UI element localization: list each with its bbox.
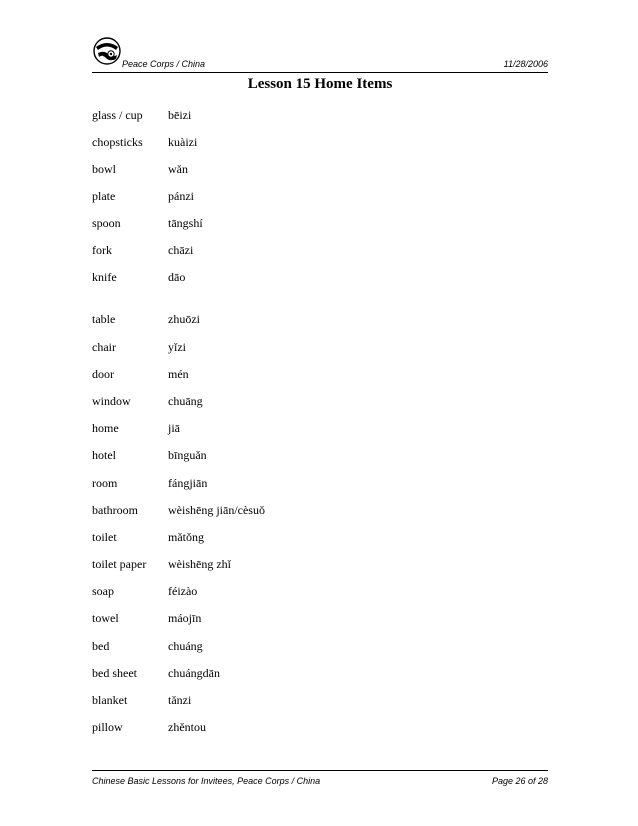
- vocab-pinyin: chuángdān: [168, 666, 220, 680]
- vocab-row: [92, 421, 548, 439]
- vocab-row: [92, 162, 548, 180]
- vocab-english: towel: [92, 611, 119, 625]
- vocab-english: bathroom: [92, 503, 138, 517]
- vocab-row: [92, 367, 548, 385]
- vocab-english: plate: [92, 189, 116, 203]
- vocab-pinyin: chuāng: [168, 394, 203, 408]
- vocab-english: door: [92, 367, 114, 381]
- footer-page-number: Page 26 of 28: [491, 776, 548, 786]
- vocab-row: [92, 108, 548, 126]
- vocab-row: [92, 476, 548, 494]
- vocab-pinyin: yǐzi: [168, 340, 186, 354]
- vocab-pinyin: chāzi: [168, 243, 194, 257]
- vocab-pinyin: jiā: [168, 421, 180, 435]
- vocab-row: [92, 340, 548, 358]
- vocab-english: bed sheet: [92, 666, 137, 680]
- vocab-pinyin: zhuōzi: [168, 312, 200, 326]
- vocab-row: [92, 557, 548, 575]
- vocab-pinyin: chuáng: [168, 639, 203, 653]
- vocab-english: toilet: [92, 530, 117, 544]
- footer-document-title: Chinese Basic Lessons for Invitees, Peace Corps / China: [92, 776, 321, 786]
- vocab-pinyin: dāo: [168, 270, 186, 284]
- vocab-pinyin: kuàizi: [168, 135, 198, 149]
- vocab-row: [92, 189, 548, 207]
- vocab-pinyin: tǎnzi: [168, 693, 192, 707]
- vocab-pinyin: tāngshí: [168, 216, 203, 230]
- footer-divider: [92, 770, 548, 771]
- vocab-row: [92, 448, 548, 466]
- vocab-pinyin: fángjiān: [168, 476, 208, 490]
- vocab-row: [92, 584, 548, 602]
- vocab-english: table: [92, 312, 116, 326]
- vocab-row: [92, 720, 548, 738]
- vocab-english: blanket: [92, 693, 128, 707]
- vocab-pinyin: wèishēng zhǐ: [168, 557, 231, 571]
- vocab-pinyin: mén: [168, 367, 189, 381]
- vocab-row: [92, 135, 548, 153]
- vocab-row: [92, 693, 548, 711]
- vocab-english: room: [92, 476, 118, 490]
- vocab-row: [92, 611, 548, 629]
- header-date: 11/28/2006: [503, 59, 548, 69]
- vocab-english: soap: [92, 584, 114, 598]
- vocab-pinyin: máojīn: [168, 611, 202, 625]
- vocab-english: window: [92, 394, 131, 408]
- vocab-row: [92, 394, 548, 412]
- vocab-english: fork: [92, 243, 112, 257]
- vocab-row: [92, 530, 548, 548]
- vocab-pinyin: wǎn: [168, 162, 188, 176]
- page-title: Lesson 15 Home Items: [247, 76, 393, 92]
- header-divider: [92, 72, 548, 73]
- header-organization: Peace Corps / China: [122, 59, 206, 69]
- vocab-row: [92, 312, 548, 330]
- vocab-pinyin: pánzi: [168, 189, 194, 203]
- vocab-english: home: [92, 421, 119, 435]
- vocab-pinyin: bīnguǎn: [168, 448, 207, 462]
- vocab-english: spoon: [92, 216, 121, 230]
- vocab-row: [92, 216, 548, 234]
- vocab-english: toilet paper: [92, 557, 147, 571]
- vocab-row: [92, 503, 548, 521]
- vocab-english: hotel: [92, 448, 116, 462]
- vocab-english: knife: [92, 270, 117, 284]
- vocab-pinyin: bēizi: [168, 108, 192, 122]
- vocab-english: glass / cup: [92, 108, 143, 122]
- vocab-pinyin: féizào: [168, 584, 198, 598]
- vocab-row: [92, 666, 548, 684]
- vocab-row: [92, 639, 548, 657]
- vocab-pinyin: mǎtǒng: [168, 530, 204, 544]
- vocab-english: bed: [92, 639, 110, 653]
- peace-corps-logo-icon: [92, 36, 122, 66]
- page-header: [92, 36, 548, 76]
- vocab-english: chair: [92, 340, 116, 354]
- vocab-english: pillow: [92, 720, 123, 734]
- vocab-row: [92, 243, 548, 261]
- vocab-english: bowl: [92, 162, 116, 176]
- page-footer: [92, 770, 548, 796]
- vocab-english: chopsticks: [92, 135, 143, 149]
- vocab-row: [92, 270, 548, 288]
- vocab-pinyin: zhěntou: [168, 720, 206, 734]
- vocab-pinyin: wèishēng jiān/cèsuǒ: [168, 503, 265, 517]
